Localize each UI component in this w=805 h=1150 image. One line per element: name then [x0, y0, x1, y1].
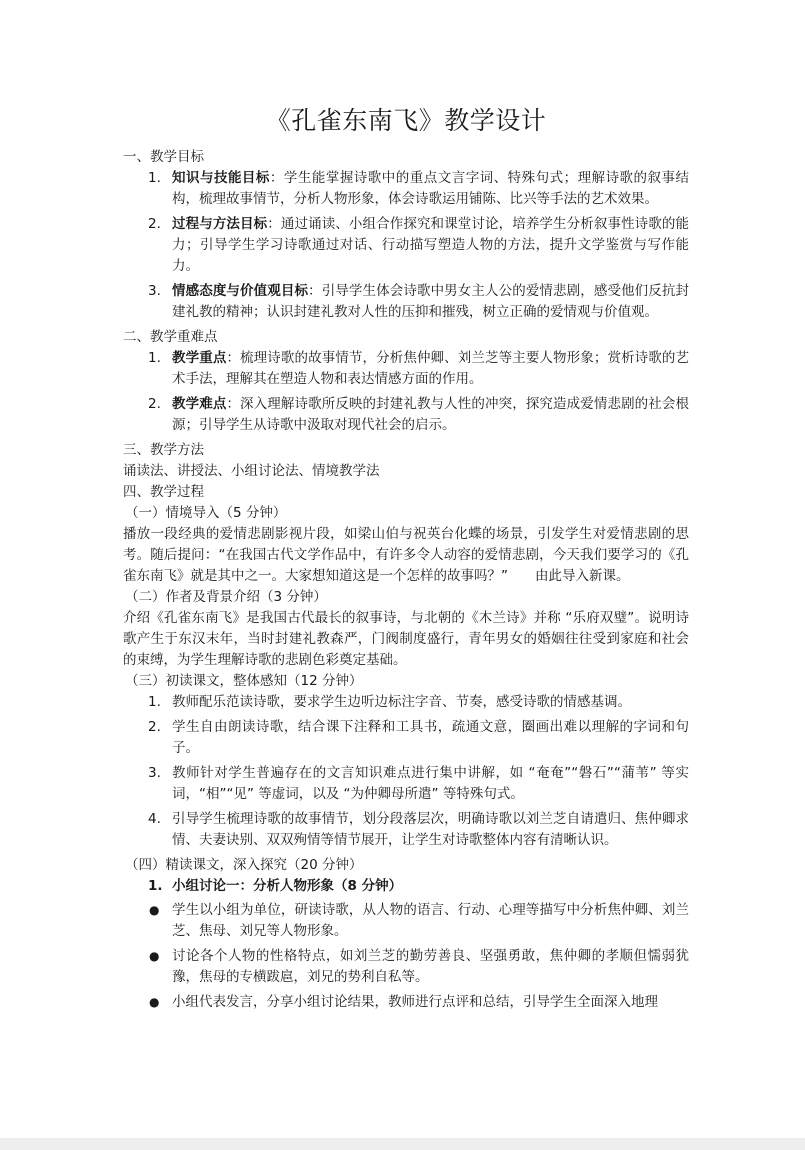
- bullet-icon: ●: [149, 903, 160, 917]
- item-text: ：深入理解诗歌所反映的封建礼教与人性的冲突，探究造成爱情悲剧的社会根源；引导学生从诗歌中汲取对现代社会的启示。: [172, 396, 690, 433]
- sub-item-heading: [123, 876, 689, 897]
- document-body: [123, 104, 689, 1017]
- bullet-icon: ●: [149, 995, 160, 1009]
- item-label: 教学难点: [172, 396, 227, 412]
- key-points-list: [123, 348, 689, 436]
- item-text: ：通过诵读、小组合作探究和课堂讨论，培养学生分析叙事性诗歌的能力；引导学生学习诗歌通过对话、行动描写塑造人物的方法，提升文学鉴赏与写作能力。: [172, 216, 690, 274]
- list-item: [123, 168, 689, 210]
- item-text: 学生自由朗读诗歌，结合课下注释和工具书，疏通文意，圈画出难以理解的字词和句子。: [172, 719, 689, 756]
- item-number: 1.: [148, 170, 161, 186]
- item-label: 过程与方法目标: [172, 216, 268, 232]
- item-text: 讨论各个人物的性格特点，如刘兰芝的勤劳善良、坚强勇敢，焦仲卿的孝顺但懦弱犹豫，焦母的专横跋扈，刘兄的势利自私等。: [172, 948, 689, 985]
- section-heading-process: 四、教学过程: [123, 484, 204, 500]
- item-number: 3.: [148, 765, 161, 781]
- list-item: [123, 809, 689, 851]
- bullet-icon: ●: [149, 949, 160, 963]
- item-text: ：梳理诗歌的故事情节，分析焦仲卿、刘兰芝等主要人物形象；赏析诗歌的艺术手法，理解其在塑造人物和表达情感方面的作用。: [172, 350, 690, 387]
- subsection-heading-intro: （一）情境导入（5 分钟）: [125, 505, 287, 521]
- item-label: 小组讨论一：分析人物形象（8 分钟）: [172, 878, 403, 894]
- subsection-heading-background: （二）作者及背景介绍（3 分钟）: [125, 589, 327, 605]
- item-text: 教师针对学生普遍存在的文言知识难点进行集中讲解，如 “奄奄”“磐石”“蒲苇” 等实词，“相”“见” 等虚词，以及 “为仲卿母所遣” 等特殊句式。: [172, 765, 689, 802]
- subsection-heading-close-reading: （四）精读课文，深入探究（20 分钟）: [125, 857, 363, 873]
- item-number: 2.: [148, 719, 161, 735]
- objectives-list: [123, 168, 689, 323]
- item-label: 教学重点: [172, 350, 227, 366]
- item-number: 2.: [148, 216, 161, 232]
- section-heading-objectives: 一、教学目标: [123, 149, 204, 165]
- discussion-bullets: [123, 900, 689, 1013]
- document-title: 《孔雀东南飞》教学设计: [265, 106, 547, 135]
- item-label: 情感态度与价值观目标: [172, 283, 309, 299]
- list-item: [123, 946, 689, 988]
- item-text: 教师配乐范读诗歌，要求学生边听边标注字音、节奏，感受诗歌的情感基调。: [172, 694, 631, 710]
- subsection-heading-first-reading: （三）初读课文，整体感知（12 分钟）: [125, 673, 363, 689]
- list-item: [123, 214, 689, 277]
- item-number: 2.: [148, 396, 161, 412]
- item-text: 引导学生梳理诗歌的故事情节，划分段落层次，明确诗歌以刘兰芝自请遣归、焦仲卿求情、夫妻诀别、双双殉情等情节展开，让学生对诗歌整体内容有清晰认识。: [172, 811, 689, 848]
- list-item: [123, 281, 689, 323]
- first-reading-list: [123, 692, 689, 851]
- intro-paragraph: 播放一段经典的爱情悲剧影视片段，如梁山伯与祝英台化蝶的场景，引发学生对爱情悲剧的思考。随后提问：“在我国古代文学作品中，有许多令人动容的爱情悲剧，今天我们要学习的《孔雀东南飞》就是其中之一。大家想知道这是一个怎样的故事吗？” 由此导入新课。: [123, 526, 689, 584]
- item-text: 小组代表发言，分享小组讨论结果，教师进行点评和总结，引导学生全面深入地理: [172, 994, 658, 1010]
- item-number: 3.: [148, 283, 161, 299]
- section-heading-key-points: 二、教学重难点: [123, 329, 218, 345]
- item-number: 1.: [148, 350, 161, 366]
- item-text: ：引导学生体会诗歌中男女主人公的爱情悲剧，感受他们反抗封建礼教的精神；认识封建礼教对人性的压抑和摧残，树立正确的爱情观与价值观。: [172, 283, 690, 320]
- item-number: 1.: [148, 694, 161, 710]
- list-item: [123, 692, 689, 713]
- background-paragraph: 介绍《孔雀东南飞》是我国古代最长的叙事诗，与北朝的《木兰诗》并称 “乐府双璧”。说明诗歌产生于东汉末年，当时封建礼教森严，门阀制度盛行，青年男女的婚姻往往受到家庭和社会的束缚，为学生理解诗歌的悲剧色彩奠定基础。: [123, 610, 689, 668]
- item-text: ：学生能掌握诗歌中的重点文言字词、特殊句式；理解诗歌的叙事结构，梳理故事情节，分析人物形象，体会诗歌运用铺陈、比兴等手法的艺术效果。: [172, 170, 690, 207]
- list-item: [123, 763, 689, 805]
- list-item: [123, 992, 689, 1013]
- list-item: [123, 900, 689, 942]
- list-item: [123, 394, 689, 436]
- list-item: [123, 717, 689, 759]
- methods-text: 诵读法、讲授法、小组讨论法、情境教学法: [123, 463, 380, 479]
- item-text: 学生以小组为单位，研读诗歌，从人物的语言、行动、心理等描写中分析焦仲卿、刘兰芝、焦母、刘兄等人物形象。: [172, 902, 689, 939]
- item-label: 知识与技能目标: [172, 170, 270, 186]
- list-item: [123, 348, 689, 390]
- item-number: 1.: [148, 878, 163, 894]
- item-number: 4.: [148, 811, 161, 827]
- section-heading-methods: 三、教学方法: [123, 442, 204, 458]
